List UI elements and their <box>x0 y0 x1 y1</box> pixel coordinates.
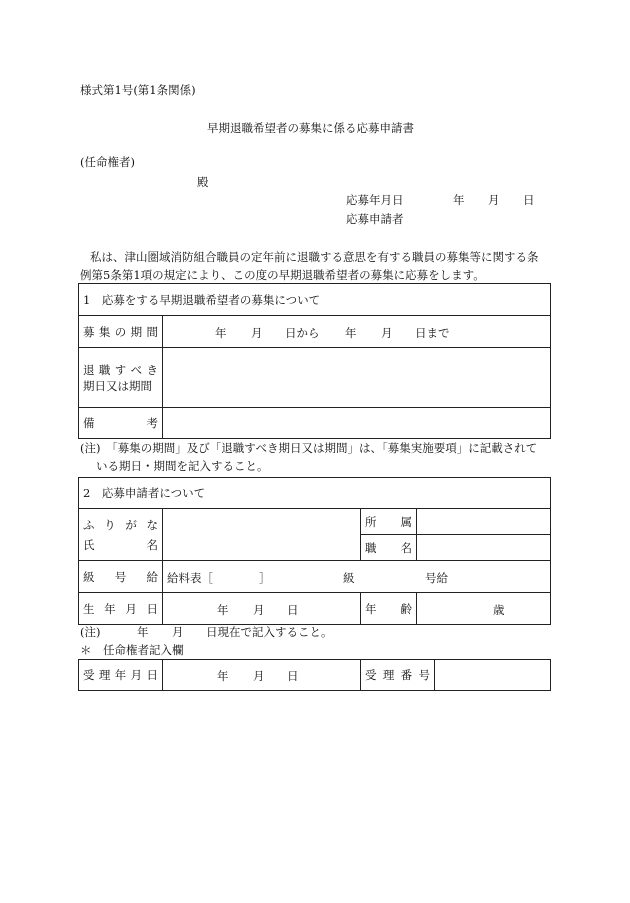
period-label: 募 集 の 期 間 <box>79 316 163 348</box>
application-date-year-unit: 年 <box>453 193 465 207</box>
received-number-label: 受 理 番 号 <box>361 660 435 691</box>
remarks-field[interactable] <box>163 408 551 439</box>
section2-note-month-unit: 月 <box>172 625 184 639</box>
received-number-field[interactable] <box>435 660 551 691</box>
section2-note-text: 日現在で記入すること。 <box>206 625 333 639</box>
received-date-field[interactable]: 年 月 日 <box>163 660 361 691</box>
received-date-label: 受 理 年 月 日 <box>79 660 163 691</box>
section3-header: ＊ 任命権者記入欄 <box>80 643 184 657</box>
retire-date-field[interactable] <box>163 348 551 408</box>
section2-note-year-unit: 年 <box>137 625 149 639</box>
department-label: 所 属 <box>361 509 417 535</box>
section2-table <box>78 477 551 625</box>
appointer-label: (任命権者) <box>80 155 135 169</box>
birthdate-label: 生 年 月 日 <box>79 593 163 625</box>
position-label: 職 名 <box>361 535 417 561</box>
name-field[interactable] <box>163 509 361 561</box>
section2-header: 2 応募申請者について <box>79 478 551 509</box>
section2-note-prefix: (注) <box>80 625 101 639</box>
section1-header: 1 応募をする早期退職希望者の募集について <box>79 284 551 316</box>
position-field[interactable] <box>417 535 551 561</box>
body-text-line-1: 私は、津山圏域消防組合職員の定年前に退職する意思を有する職員の募集等に関する条 <box>90 250 539 264</box>
applicant-label: 応募申請者 <box>346 212 404 226</box>
salary-label: 級 号 給 <box>79 561 163 593</box>
age-label: 年 齢 <box>361 593 417 625</box>
section1-note-line-2: いる期日・期間を記入すること。 <box>96 459 269 473</box>
retire-date-label: 退 職 す べ き 期日又は期間 <box>79 348 163 408</box>
period-field[interactable]: 年 月 日から 年 月 日まで <box>163 316 551 348</box>
section1-note-line-1: (注) 「募集の期間」及び「退職すべき期日又は期間」は、「募集実施要項」に記載されて <box>80 441 538 455</box>
application-date-label: 応募年月日 <box>346 193 404 207</box>
application-date-month-unit: 月 <box>488 193 500 207</box>
body-text-line-2: 例第5条第1項の規定により、この度の早期退職希望者の募集に応募をします。 <box>80 268 485 282</box>
remarks-label: 備 考 <box>79 408 163 439</box>
age-field[interactable]: 歳 <box>417 593 551 625</box>
section3-table <box>78 659 551 691</box>
salary-field[interactable]: 給料表［ ］ 級 号給 <box>163 561 551 593</box>
department-field[interactable] <box>417 509 551 535</box>
application-date-day-unit: 日 <box>523 193 535 207</box>
name-label: ふ り が な 氏 名 <box>79 509 163 561</box>
form-number: 様式第1号(第1条関係) <box>80 83 196 97</box>
birthdate-field[interactable]: 年 月 日 <box>163 593 361 625</box>
section1-table <box>78 283 551 439</box>
honorific: 殿 <box>197 175 209 189</box>
form-title: 早期退職希望者の募集に係る応募申請書 <box>207 121 414 135</box>
